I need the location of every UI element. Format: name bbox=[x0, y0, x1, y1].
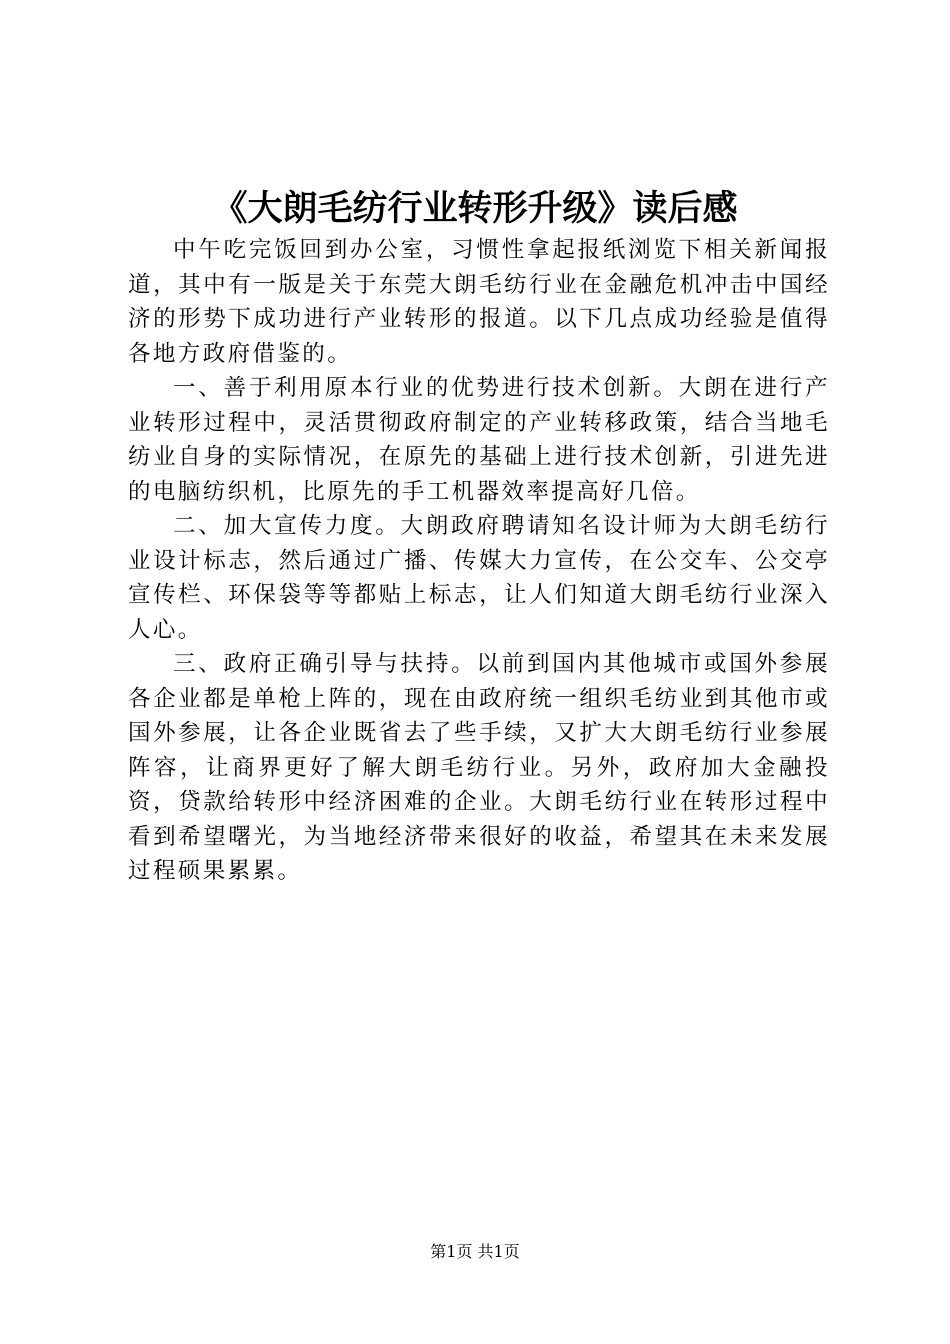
paragraph-point-two: 二、加大宣传力度。大朗政府聘请知名设计师为大朗毛纺行业设计标志，然后通过广播、传媒大力宣传，在公交车、公交亭宣传栏、环保袋等等都贴上标志，让人们知道大朗毛纺行业深入人心。 bbox=[128, 513, 830, 643]
page-number-footer: 第1页 共1页 bbox=[430, 1242, 520, 1261]
document-title: 《大朗毛纺行业转形升级》读后感 bbox=[212, 189, 738, 229]
paragraph-point-one: 一、善于利用原本行业的优势进行技术创新。大朗在进行产业转形过程中，灵活贯彻政府制定的产业转移政策，结合当地毛纺业自身的实际情况，在原先的基础上进行技术创新，引进先进的电脑纺织机，比原先的手工机器效率提高好几倍。 bbox=[128, 375, 830, 505]
paragraph-point-three: 三、政府正确引导与扶持。以前到国内其他城市或国外参展各企业都是单枪上阵的，现在由政府统一组织毛纺业到其他市或国外参展，让各企业既省去了些手续，又扩大大朗毛纺行业参展阵容，让商界更好了解大朗毛纺行业。另外，政府加大金融投资，贷款给转形中经济困难的企业。大朗毛纺行业在转形过程中看到希望曙光，为当地经济带来很好的收益，希望其在未来发展过程硕果累累。 bbox=[128, 651, 830, 884]
paragraph-intro: 中午吃完饭回到办公室，习惯性拿起报纸浏览下相关新闻报道，其中有一版是关于东莞大朗毛纺行业在金融危机冲击中国经济的形势下成功进行产业转形的报道。以下几点成功经验是值得各地方政府借鉴的。 bbox=[128, 237, 830, 367]
document-body bbox=[128, 233, 830, 889]
